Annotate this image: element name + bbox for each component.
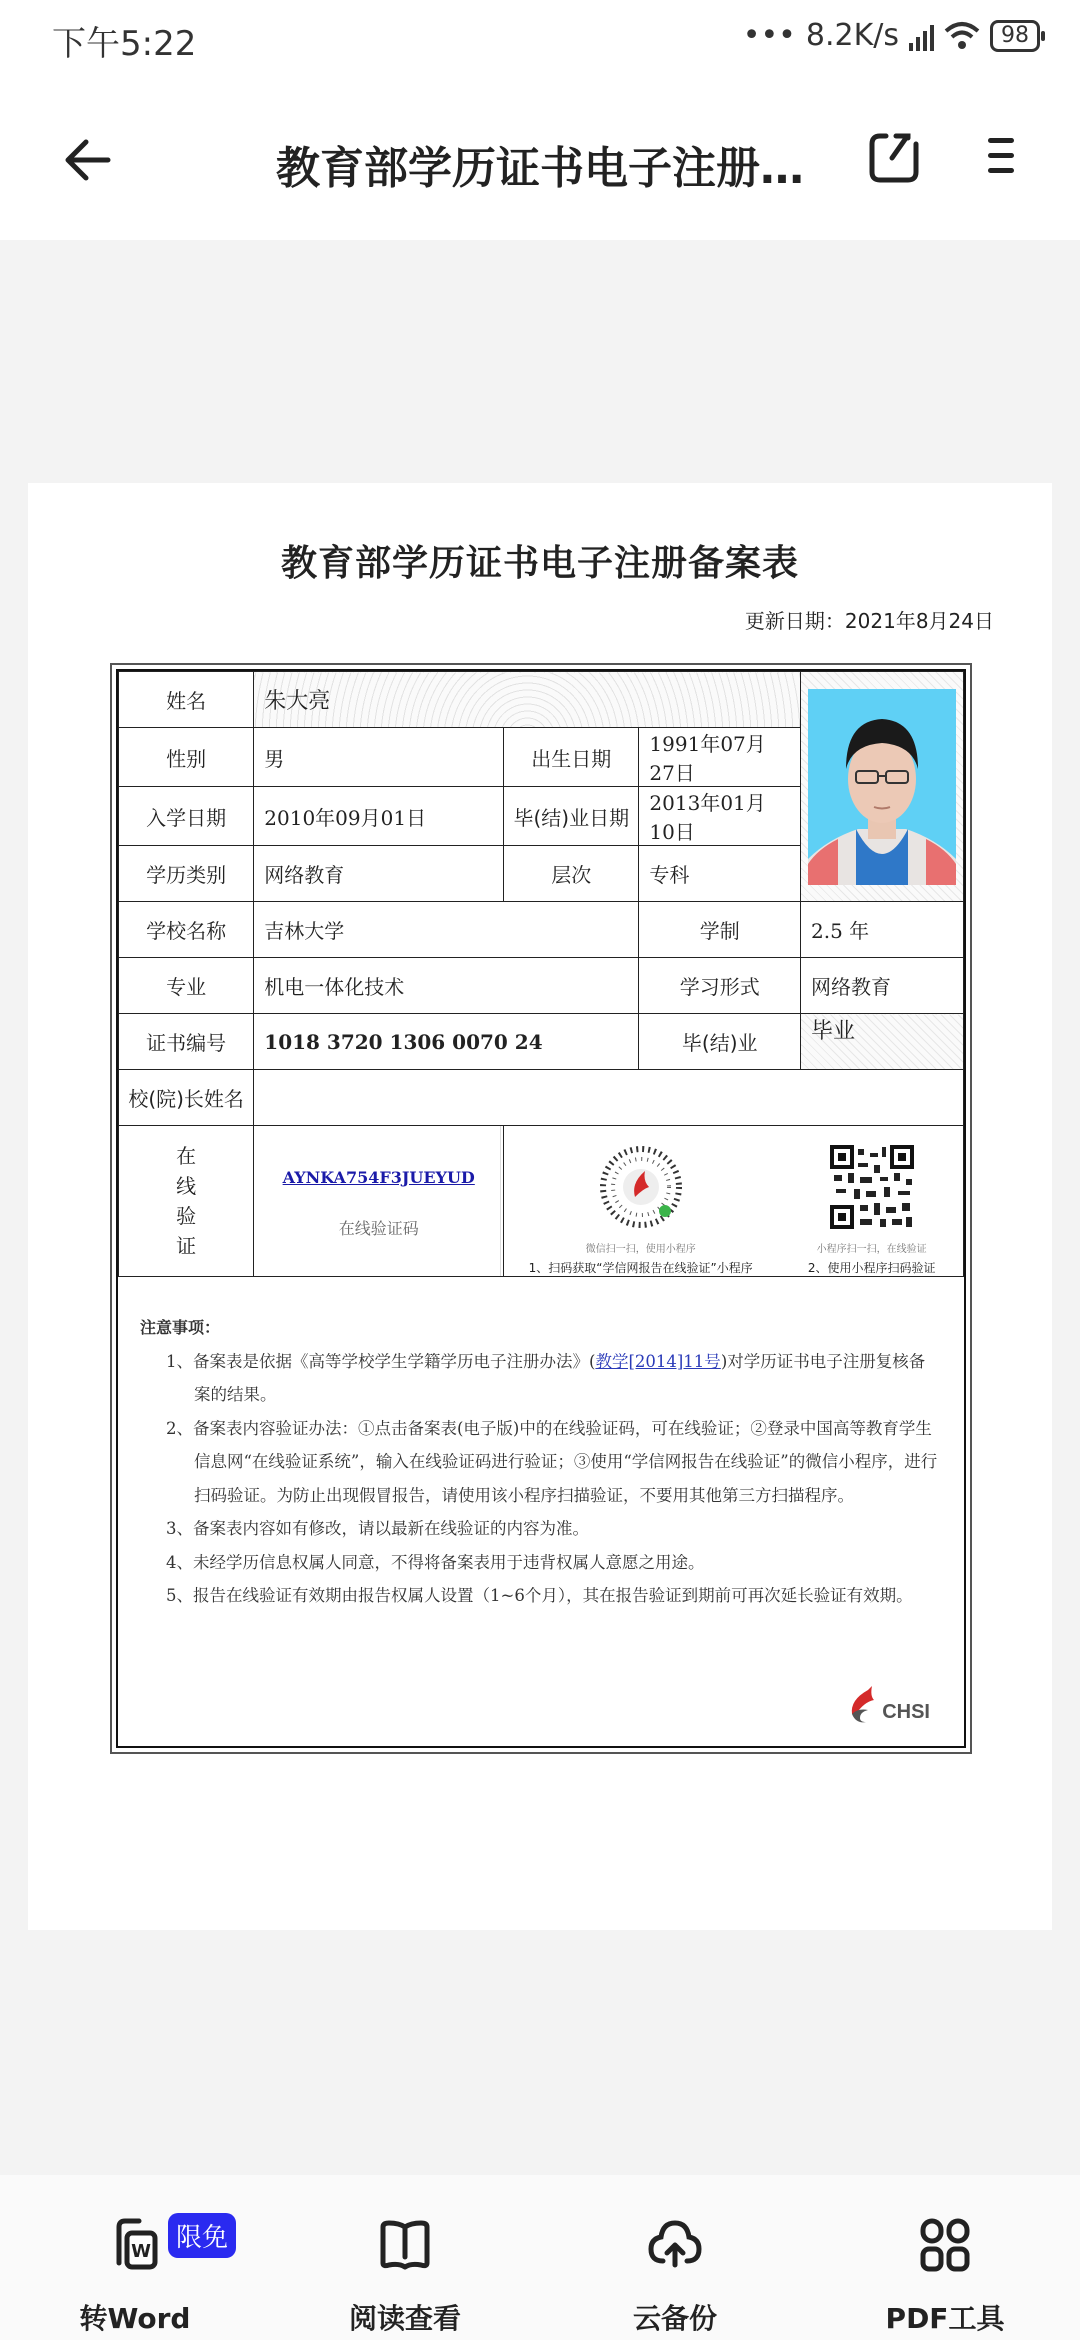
graduate-date-label: 毕(结)业日期 [504,787,639,846]
birth-label: 出生日期 [504,728,639,787]
app-bar [0,80,1080,240]
read-view-button[interactable] [305,2215,505,2337]
level-label: 层次 [504,846,639,902]
level-value: 专科 [639,846,801,902]
registration-form [110,663,972,1754]
word-convert-icon [105,2215,165,2275]
qr2-hint: 小程序扫一扫，在线验证 [816,1244,927,1255]
convert-word-label: 转Word [79,2302,191,2335]
cert-no-value: 1018 3720 1306 0070 24 [254,1014,639,1070]
pdf-tools-button[interactable] [845,2215,1045,2337]
chsi-logo-text: CHSI [882,1701,930,1723]
graduate-date-value: 2013年01月10日 [639,787,801,846]
network-speed: 8.2K/s [805,18,899,53]
verification-code-link[interactable]: AYNKA754F3JUEYUD [282,1167,475,1187]
verification-label-char: 证 [176,1234,197,1258]
table-row [119,672,964,728]
grid-tools-icon [915,2215,975,2275]
table-row [119,1070,964,1126]
status-indicators [743,18,1040,53]
edu-type-label: 学历类别 [119,846,254,902]
cloud-upload-icon [645,2215,705,2275]
free-badge: 限免 [168,2213,236,2258]
pdf-tools-label: PDF工具 [885,2302,1005,2335]
update-date: 更新日期：2021年8月24日 [744,609,994,633]
study-form-label: 学习形式 [639,958,801,1014]
name-value: 朱大亮 [254,672,801,728]
signal-icon [909,21,934,51]
school-value: 吉林大学 [254,902,639,958]
verification-label-char: 在 [176,1144,197,1168]
president-value [254,1070,964,1126]
table-row [119,1014,964,1070]
cert-no-label: 证书编号 [119,1014,254,1070]
regulation-link[interactable]: 教学[2014]11号 [595,1351,721,1371]
major-value: 机电一体化技术 [254,958,639,1014]
table-row [119,902,964,958]
gender-value: 男 [254,728,504,787]
note-item: 3、备案表内容如有修改，请以最新在线验证的内容为准。 [166,1519,589,1538]
verify-qr-block [808,1145,936,1276]
bottom-toolbar [0,2175,1080,2340]
qr2-step: 2、使用小程序扫码验证 [807,1261,936,1275]
enroll-value: 2010年09月01日 [254,787,504,846]
student-photo [808,689,956,885]
share-icon[interactable] [866,130,922,186]
duration-value: 2.5 年 [801,902,964,958]
note-text: )对学历证书电子注册复核备案的结果。 [194,1351,926,1404]
mini-program-qr-block [529,1145,753,1276]
enroll-label: 入学日期 [119,787,254,846]
verification-label [119,1126,254,1277]
verification-code-caption: 在线验证码 [338,1218,419,1238]
chsi-bird-icon [848,1684,880,1724]
qr-codes-cell [504,1126,964,1277]
pdf-viewer[interactable] [0,240,1080,2175]
qr1-step: 1、扫码获取“学信网报告在线验证”小程序 [528,1261,753,1275]
verification-label-char: 线 [176,1174,197,1198]
menu-icon[interactable] [986,134,1016,178]
gender-label: 性别 [119,728,254,787]
read-view-label: 阅读查看 [348,2302,461,2335]
arrow-left-icon[interactable] [58,130,118,190]
notification-dots-icon: ••• [742,18,796,53]
notes-section [140,1311,940,1613]
battery-indicator: 98 [990,20,1040,52]
verification-label-char: 验 [176,1204,197,1228]
page-title: 教育部学历证书电子注册… [276,143,804,194]
study-form-value: 网络教育 [801,958,964,1014]
status-bar [0,0,1080,80]
name-label: 姓名 [119,672,254,728]
verification-row [119,1126,964,1277]
president-label: 校(院)长姓名 [119,1070,254,1126]
duration-label: 学制 [639,902,801,958]
edu-type-value: 网络教育 [254,846,504,902]
photo-cell [801,672,964,902]
note-text: 1、备案表是依据《高等学校学生学籍学历电子注册办法》( [166,1351,596,1371]
qr1-hint: 微信扫一扫，使用小程序 [585,1244,696,1255]
status-time: 下午5:22 [52,24,197,64]
chsi-logo [848,1684,930,1724]
document-title: 教育部学历证书电子注册备案表 [280,543,799,584]
cloud-backup-label: 云备份 [632,2302,717,2335]
registration-table [118,671,964,1277]
note-item: 4、未经学历信息权属人同意，不得将备案表用于违背权属人意愿之用途。 [166,1552,705,1572]
book-open-icon [375,2215,435,2275]
verification-code-cell [254,1126,504,1277]
mini-program-code-icon [599,1145,683,1229]
graduation-value: 毕业 [801,1014,964,1070]
notes-title: 注意事项： [140,1318,221,1337]
note-item [150,1345,940,1412]
note-item: 5、报告在线验证有效期由报告权属人设置（1~6个月），其在报告验证到期前可再次延长验证有效期。 [166,1586,913,1605]
svg-text:W: W [131,2241,151,2262]
birth-value: 1991年07月27日 [639,728,801,787]
cloud-backup-button[interactable] [575,2215,775,2337]
major-label: 专业 [119,958,254,1014]
note-item: 2、备案表内容验证办法：①点击备案表(电子版)中的在线验证码，可在线验证；②登录中国高等教育学生信息网“在线验证系统”，输入在线验证码进行验证；③使用“学信网报告在线验证”的微信小程序，进行扫码验证。为防止出现假冒报告，请使用该小程序扫描验证，不要用其他第三方扫描程序。 [166,1418,938,1505]
document-page [28,483,1052,1930]
graduation-label: 毕(结)业 [639,1014,801,1070]
table-row [119,958,964,1014]
wifi-icon [944,21,980,51]
school-label: 学校名称 [119,902,254,958]
qr-code-icon [830,1145,914,1229]
